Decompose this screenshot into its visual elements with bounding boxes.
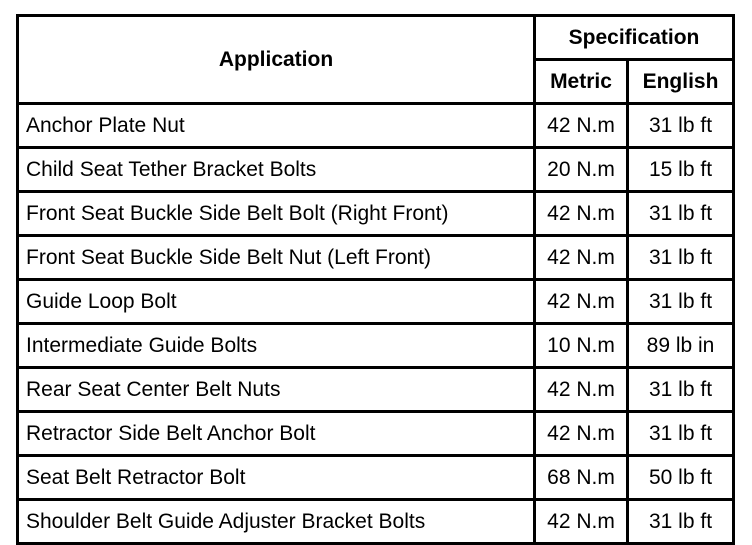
table-row	[18, 324, 734, 368]
english-cell: 31 lb ft	[628, 500, 734, 544]
table-row	[18, 236, 734, 280]
application-cell: Retractor Side Belt Anchor Bolt	[18, 412, 535, 456]
metric-cell: 10 N.m	[535, 324, 628, 368]
table-row	[18, 500, 734, 544]
english-cell: 50 lb ft	[628, 456, 734, 500]
torque-specification-table	[16, 14, 735, 545]
table-row	[18, 148, 734, 192]
metric-cell: 20 N.m	[535, 148, 628, 192]
application-cell: Front Seat Buckle Side Belt Nut (Left Front)	[18, 236, 535, 280]
table-row	[18, 104, 734, 148]
metric-cell: 42 N.m	[535, 236, 628, 280]
metric-cell: 42 N.m	[535, 412, 628, 456]
english-cell: 31 lb ft	[628, 280, 734, 324]
header-row-top	[18, 16, 734, 60]
english-cell: 31 lb ft	[628, 104, 734, 148]
application-cell: Intermediate Guide Bolts	[18, 324, 535, 368]
application-cell: Shoulder Belt Guide Adjuster Bracket Bolts	[18, 500, 535, 544]
metric-cell: 42 N.m	[535, 192, 628, 236]
metric-cell: 42 N.m	[535, 280, 628, 324]
application-cell: Child Seat Tether Bracket Bolts	[18, 148, 535, 192]
application-cell: Seat Belt Retractor Bolt	[18, 456, 535, 500]
application-cell: Guide Loop Bolt	[18, 280, 535, 324]
english-cell: 15 lb ft	[628, 148, 734, 192]
metric-cell: 42 N.m	[535, 500, 628, 544]
application-cell: Rear Seat Center Belt Nuts	[18, 368, 535, 412]
table-row	[18, 280, 734, 324]
english-cell: 89 lb in	[628, 324, 734, 368]
english-cell: 31 lb ft	[628, 412, 734, 456]
english-header: English	[628, 60, 734, 104]
english-cell: 31 lb ft	[628, 368, 734, 412]
table-row	[18, 368, 734, 412]
specification-header: Specification	[535, 16, 734, 60]
table-body	[18, 104, 734, 544]
english-cell: 31 lb ft	[628, 192, 734, 236]
metric-header: Metric	[535, 60, 628, 104]
application-header: Application	[18, 16, 535, 104]
metric-cell: 42 N.m	[535, 368, 628, 412]
metric-cell: 42 N.m	[535, 104, 628, 148]
application-cell: Anchor Plate Nut	[18, 104, 535, 148]
table-row	[18, 192, 734, 236]
english-cell: 31 lb ft	[628, 236, 734, 280]
table-row	[18, 412, 734, 456]
table-header	[18, 16, 734, 104]
metric-cell: 68 N.m	[535, 456, 628, 500]
application-cell: Front Seat Buckle Side Belt Bolt (Right Front)	[18, 192, 535, 236]
table-row	[18, 456, 734, 500]
